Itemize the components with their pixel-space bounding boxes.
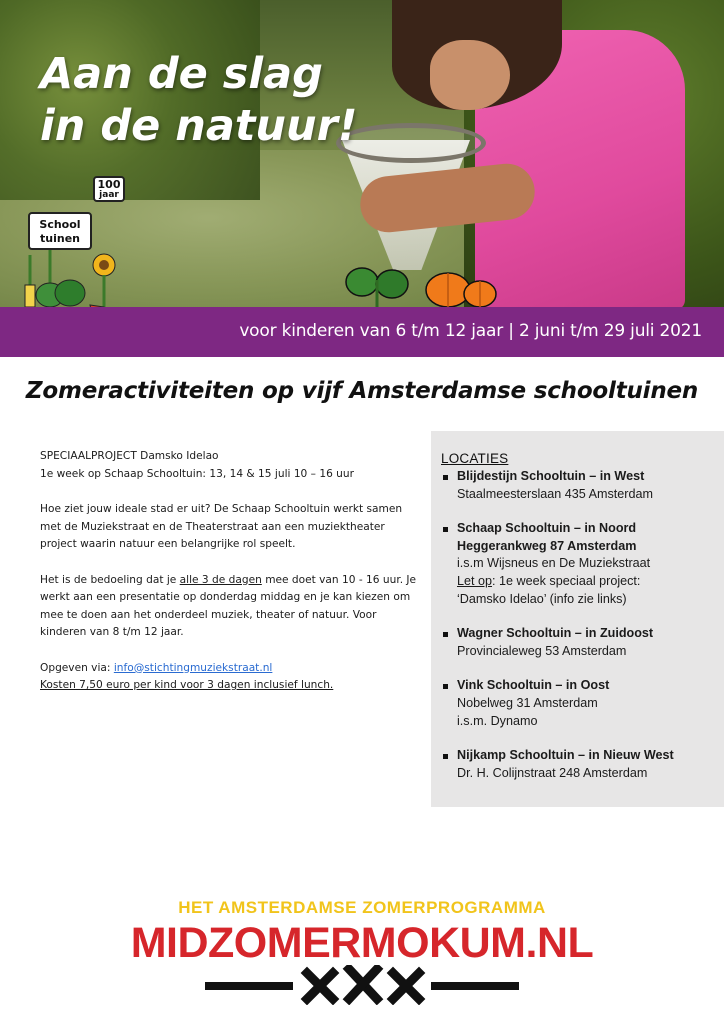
girl-face (430, 40, 510, 110)
location-note (457, 573, 721, 591)
note-label: Let op (457, 573, 493, 588)
vegetables-icon (340, 260, 500, 310)
location-name: Nijkamp Schooltuin – in Nieuw West (457, 748, 674, 763)
paragraph-2-underlined: alle 3 de dagen (179, 573, 262, 586)
project-paragraph-2 (40, 572, 420, 642)
signup-line (40, 660, 420, 678)
age-date-text: voor kinderen van 6 t/m 12 jaar | 2 juni t/m 29 juli 2021 (239, 321, 702, 341)
bullet-icon (443, 527, 448, 532)
age-date-band (0, 307, 724, 357)
location-item (441, 625, 721, 660)
paragraph-2-start: Het is de bedoeling dat je (40, 573, 180, 586)
location-address: Dr. H. Colijnstraat 248 Amsterdam (457, 765, 648, 780)
note-text: : 1e week speciaal project: (492, 573, 641, 588)
special-project-section (40, 448, 420, 695)
signup-label: Opgeven via: (40, 661, 114, 674)
project-subtitle: 1e week op Schaap Schooltuin: 13, 14 & 15 juli 10 – 16 uur (40, 467, 354, 480)
location-note-line2: ‘Damsko Idelao’ (info zie links) (457, 591, 627, 606)
signup-email-link[interactable]: info@stichtingmuziekstraat.nl (113, 661, 273, 674)
hero-title-line2: in de natuur! (40, 101, 358, 151)
location-name: Blijdestijn Schooltuin – in West (457, 469, 645, 483)
location-item (441, 747, 721, 782)
hero-title-line1: Aan de slag (40, 49, 323, 99)
locations-list (441, 468, 721, 782)
location-partner: i.s.m. Dynamo (457, 713, 538, 728)
location-name: Schaap Schooltuin – in Noord (457, 521, 637, 536)
anniversary-word: jaar (99, 190, 119, 200)
location-item (441, 677, 721, 730)
bullet-icon (443, 684, 448, 689)
amsterdam-xxx-icon (203, 965, 521, 1005)
locations-box (431, 431, 724, 807)
location-item (441, 520, 721, 608)
bullet-icon (443, 475, 448, 480)
footer-brand: MIDZOMERMOKUM.NL (130, 919, 594, 967)
project-paragraph-1: Hoe ziet jouw ideale stad er uit? De Schaap Schooltuin werkt samen met de Muziekstraat en de Theaterstraat aan een muziektheater project waarin natuur een belangrijke rol speelt. (40, 503, 403, 550)
location-item (441, 468, 721, 503)
hero-title (40, 48, 370, 152)
logo-sign-line1: School (39, 218, 81, 231)
page-headline: Zomeractiviteiten op vijf Amsterdamse schooltuinen (25, 378, 699, 404)
anniversary-number: 100 (97, 178, 121, 191)
bullet-icon (443, 754, 448, 759)
location-name: Wagner Schooltuin – in Zuidoost (457, 626, 654, 641)
bullet-icon (443, 632, 448, 637)
location-address: Nobelweg 31 Amsterdam (457, 695, 598, 710)
project-title: SPECIAALPROJECT Damsko Idelao (40, 450, 219, 462)
paragraph-2-end: mee doet van 10 - 16 uur. Je werkt aan een presentatie op donderdag middag en je kan kiezen om mee te doen aan het onderdeel muziek, theater of natuur. Voor kinderen van 8 t/m 12 jaar. (40, 573, 417, 638)
hero-banner (0, 0, 724, 357)
location-address: Staalmeesterslaan 435 Amsterdam (457, 486, 654, 501)
logo-sign-line2: tuinen (40, 232, 80, 245)
location-address: Provincialeweg 53 Amsterdam (457, 643, 627, 658)
costs-line: Kosten 7,50 euro per kind voor 3 dagen inclusief lunch. (40, 679, 334, 691)
location-name: Vink Schooltuin – in Oost (457, 678, 610, 693)
location-partner: i.s.m Wijsneus en De Muziekstraat (457, 556, 651, 571)
locations-title: LOCATIES (441, 451, 509, 466)
anniversary-badge (93, 176, 125, 202)
footer-tagline: HET AMSTERDAMSE ZOMERPROGRAMMA (178, 898, 546, 917)
location-address: Heggerankweg 87 Amsterdam (457, 538, 637, 553)
